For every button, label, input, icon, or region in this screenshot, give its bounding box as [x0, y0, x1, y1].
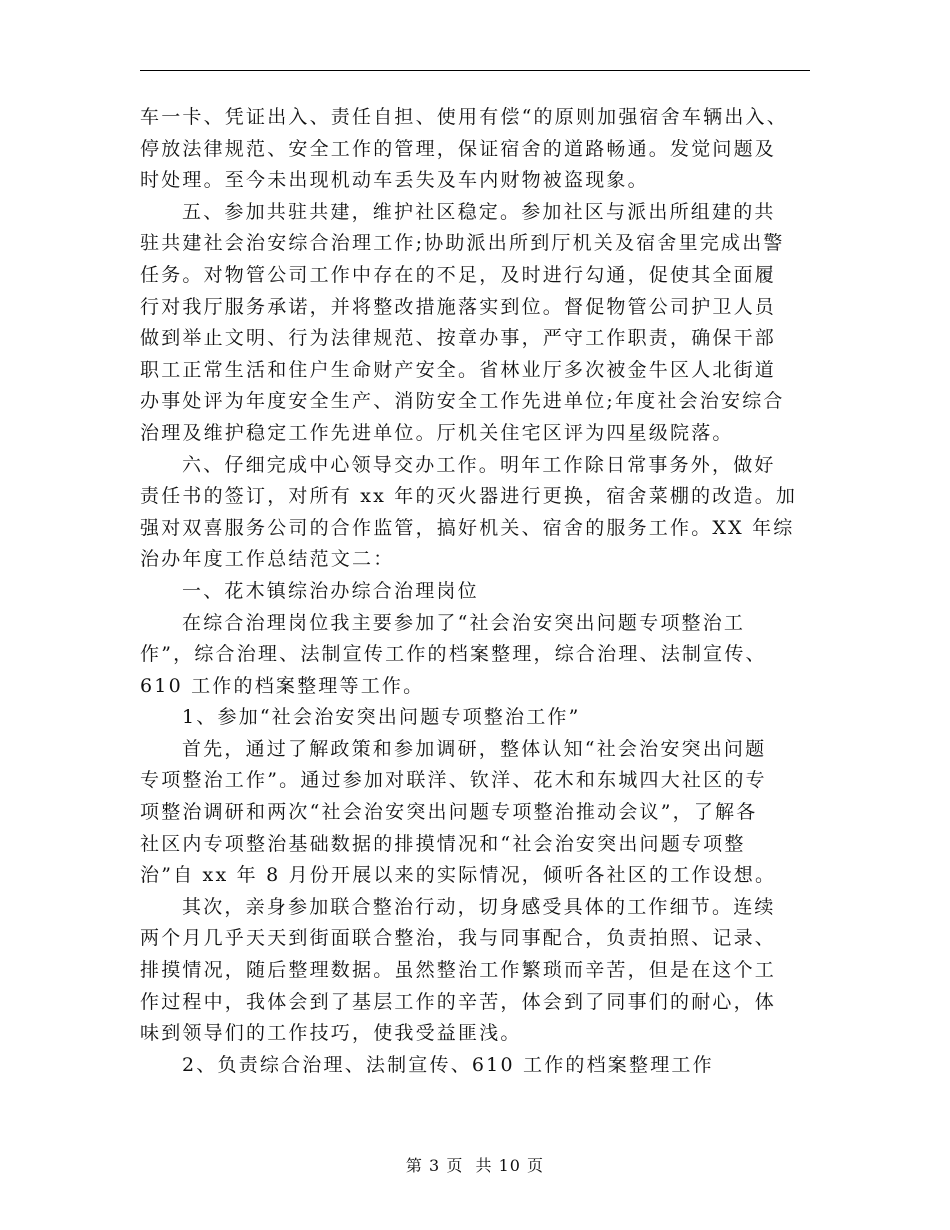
body-line: 做到举止文明、行为法律规范、按章办事，严守工作职责，确保干部 [140, 327, 777, 350]
body-line: 作”，综合治理、法制宣传工作的档案整理，综合治理、法制宣传、 [140, 643, 767, 666]
footer-suffix: 页 [527, 1156, 545, 1175]
body-line: 职工正常生活和住户生命财产安全。省林业厅多次被金牛区人北街道 [140, 358, 777, 381]
body-line: 专项整治工作”。通过参加对联洋、钦洋、花木和东城四大社区的专 [140, 769, 767, 792]
body-line: 项整治调研和两次“社会治安突出问题专项整治推动会议”，了解各 [140, 801, 758, 824]
body-line: 首先，通过了解政策和参加调研，整体认知“社会治安突出问题 [182, 737, 767, 760]
body-line: 社区内专项整治基础数据的排摸情况和“社会治安突出问题专项整 [140, 832, 746, 855]
body-line: 责任书的签订，对所有 xx 年的灭火器进行更换，宿舍菜棚的改造。加 [140, 485, 798, 508]
body-line: 610 工作的档案整理等工作。 [140, 674, 425, 697]
body-line: 治”自 xx 年 8 月份开展以来的实际情况，倾听各社区的工作设想。 [140, 864, 777, 887]
item-two-heading: 2、负责综合治理、法制宣传、610 工作的档案整理工作 [182, 1053, 714, 1076]
body-line: 车一卡、凭证出入、责任自担、使用有偿“的原则加强宿舍车辆出入、 [140, 106, 788, 128]
body-line: 强对双喜服务公司的合作监管，搞好机关、宿舍的服务工作。XX 年综 [140, 516, 795, 539]
subsection-heading: 一、花木镇综治办综合治理岗位 [182, 579, 479, 602]
body-line: 两个月几乎天天到街面联合整治，我与同事配合，负责拍照、记录、 [140, 927, 777, 950]
page-footer [0, 1153, 950, 1176]
item-one-heading: 1、参加“社会治安突出问题专项整治工作” [182, 706, 581, 729]
section-six-heading-line: 六、仔细完成中心领导交办工作。明年工作除日常事务外，做好 [182, 453, 776, 476]
body-line: 治办年度工作总结范文二： [140, 548, 395, 571]
body-line: 任务。对物管公司工作中存在的不足，及时进行勾通，促使其全面履 [140, 263, 777, 286]
total-page-count: 10 [498, 1156, 521, 1175]
footer-prefix: 第 [405, 1156, 423, 1175]
body-line: 在综合治理岗位我主要参加了“社会治安突出问题专项整治工 [182, 611, 746, 634]
body-line: 其次，亲身参加联合整治行动，切身感受具体的工作细节。连续 [182, 895, 776, 918]
footer-middle: 页 共 [446, 1156, 493, 1175]
section-five-heading-line: 五、参加共驻共建，维护社区稳定。参加社区与派出所组建的共 [182, 200, 776, 223]
body-line: 治理及维护稳定工作先进单位。厅机关住宅区评为四星级院落。 [140, 421, 734, 444]
body-line: 时处理。至今未出现机动车丢失及车内财物被盗现象。 [140, 169, 649, 192]
body-line: 味到领导们的工作技巧，使我受益匪浅。 [140, 1022, 522, 1045]
body-line: 驻共建社会治安综合治理工作;协助派出所到厅机关及宿舍里完成出警 [140, 232, 785, 255]
body-line: 行对我厅服务承诺，并将整改措施落实到位。督促物管公司护卫人员 [140, 295, 777, 318]
body-line: 办事处评为年度安全生产、消防安全工作先进单位;年度社会治安综合 [140, 390, 785, 413]
header-rule [140, 70, 810, 71]
body-line: 排摸情况，随后整理数据。虽然整治工作繁琐而辛苦，但是在这个工 [140, 959, 777, 982]
document-body [140, 102, 810, 1081]
body-line: 作过程中，我体会到了基层工作的辛苦，体会到了同事们的耐心，体 [140, 990, 777, 1013]
current-page-number: 3 [429, 1156, 441, 1175]
body-line: 停放法律规范、安全工作的管理，保证宿舍的道路畅通。发觉问题及 [140, 137, 777, 160]
